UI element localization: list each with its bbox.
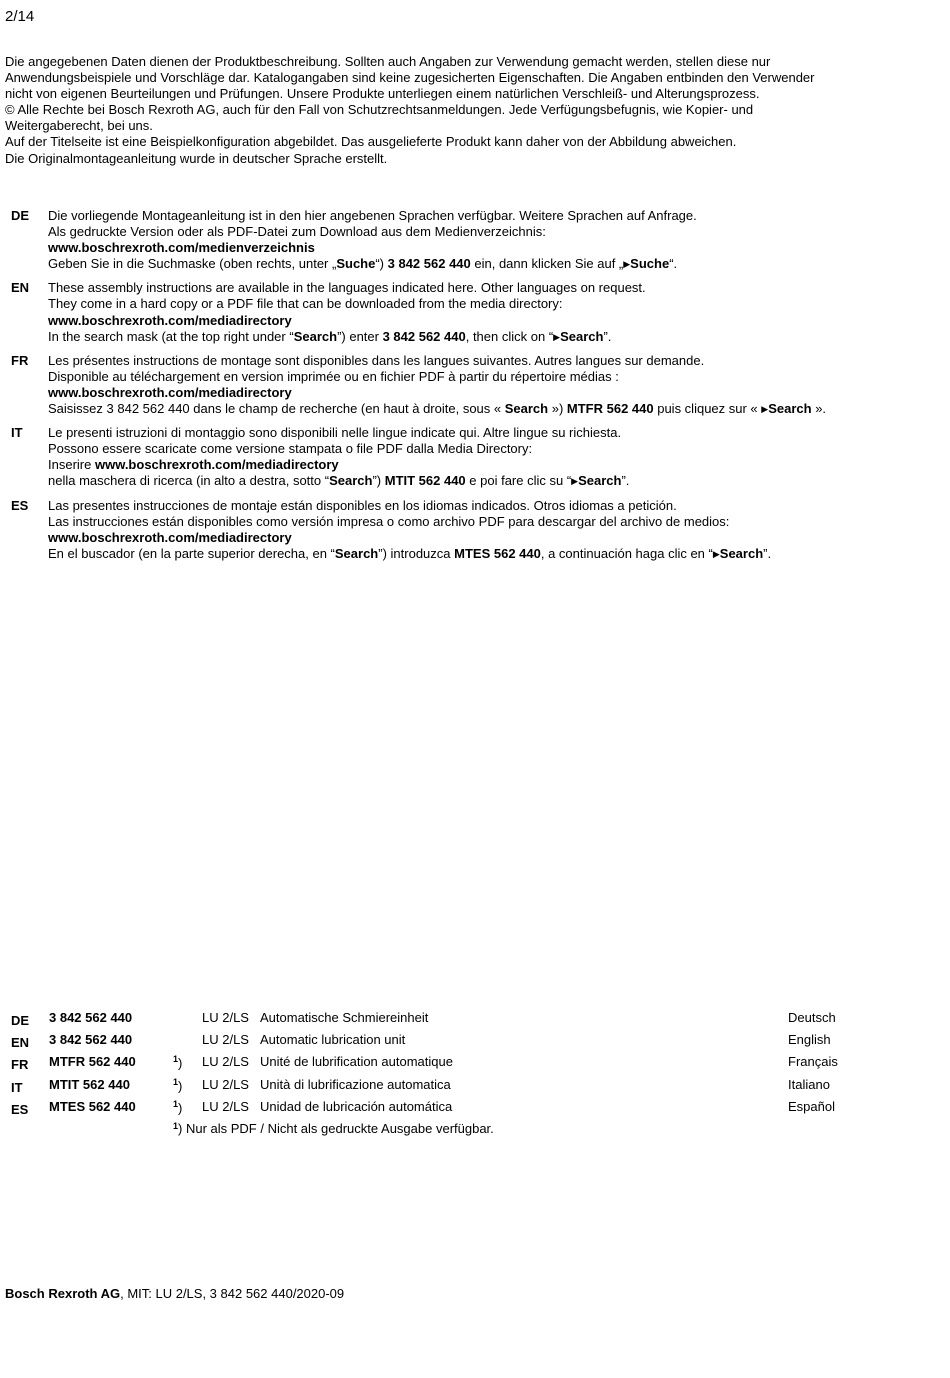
document-number: MTFR 562 440: [49, 1054, 136, 1070]
language-code: IT: [11, 425, 23, 441]
table-row: [11, 1077, 851, 1099]
language-code: IT: [11, 1079, 23, 1095]
download-text: Las instrucciones están disponibles como versión impresa o como archivo PDF para descargar del archivo de medios:: [48, 513, 730, 529]
disclaimer: [5, 54, 840, 167]
language-name: Français: [788, 1054, 838, 1070]
media-directory-link[interactable]: www.boschrexroth.com/mediadirectory: [94, 457, 339, 473]
table-row: [11, 1032, 851, 1054]
language-name: Español: [788, 1098, 835, 1114]
availability-text: Die vorliegende Montageanleitung ist in den hier angebenen Sprachen verfügbar. Weitere Sprachen auf Anfrage.: [48, 208, 697, 223]
footnote-number: 1: [173, 1120, 179, 1131]
play-icon: ▶: [712, 548, 720, 559]
table-row: [11, 1010, 851, 1032]
page-number: 2/14: [5, 8, 35, 25]
media-directory-link[interactable]: www.boschrexroth.com/mediadirectory: [48, 312, 292, 328]
language-code: EN: [11, 280, 30, 296]
language-code: EN: [11, 1035, 30, 1051]
footnote-text: ) Nur als PDF / Nicht als gedruckte Ausgabe verfügbar.: [178, 1120, 494, 1136]
language-code: FR: [11, 352, 29, 368]
company-name: Bosch Rexroth AG: [5, 1286, 121, 1301]
product-description: Unité de lubrification automatique: [260, 1054, 453, 1070]
media-directory-link[interactable]: www.boschrexroth.com/mediadirectory: [48, 529, 292, 545]
product-description: Automatische Schmiereinheit: [260, 1010, 429, 1025]
availability-text: Las presentes instrucciones de montaje están disponibles en los idiomas indicados. Otros idiomas a petición.: [48, 497, 677, 513]
search-instruction: In the search mask (at the top right under “Search”) enter 3 842 562 440, then click on “▶Search”.: [48, 328, 612, 344]
disclaimer-paragraph: Die angegebenen Daten dienen der Produktbeschreibung. Sollten auch Angaben zur Verwendung gemacht werden, stellen diese nur Anwendungsbeispiele und Vorschläge dar. Katalogangaben sind keine zugesicherten Eigenschaften. Die Angaben entbinden den Verwender nicht von eigenen Beurteilungen und Prüfungen. Unsere Produkte unterliegen einem natürlichen Verschleiß- und Alterungsprozess.: [5, 54, 815, 102]
disclaimer-paragraph: Die Originalmontageanleitung wurde in deutscher Sprache erstellt.: [5, 150, 388, 166]
document-number: 3 842 562 440: [49, 1032, 133, 1048]
language-code: DE: [11, 208, 30, 223]
language-availability: [11, 208, 831, 570]
language-block-it: IT Le presenti istruzioni di montaggio sono disponibili nelle lingue indicate qui. Altre lingue su richiesta. Possono essere scaricate come versione stampata o file PDF dalla Media Directory: Inserire www.boschrexroth.com/mediadirectory nella maschera di ricerca (in alto a destra, sotto “Search”) MTIT 562 440 e poi fare clic su “▶Search”.: [11, 425, 630, 489]
disclaimer-paragraph: © Alle Rechte bei Bosch Rexroth AG, auch für den Fall von Schutzrechtsanmeldungen. Jede Verfügungsbefugnis, wie Kopier- und Weitergaberecht, bei uns.: [5, 102, 754, 134]
search-label: Search: [293, 328, 338, 344]
availability-text: These assembly instructions are available in the languages indicated here. Other languages on request.: [48, 280, 646, 296]
product-description: Automatic lubrication unit: [260, 1032, 406, 1048]
search-label: Suche: [630, 256, 670, 272]
search-label: Search: [719, 545, 764, 561]
media-directory-link[interactable]: www.boschrexroth.com/medienverzeichnis: [48, 240, 315, 256]
search-label: Search: [504, 401, 549, 417]
play-icon: ▶: [571, 476, 579, 487]
availability-text: Les présentes instructions de montage sont disponibles dans les langues suivantes. Autres langues sur demande.: [48, 352, 705, 368]
table-row: [11, 1054, 851, 1076]
language-block-en: [11, 280, 831, 344]
search-label: Search: [329, 473, 373, 489]
search-label: Search: [334, 545, 379, 561]
table-row: [11, 1099, 851, 1121]
search-instruction: Saisissez 3 842 562 440 dans le champ de recherche (en haut à droite, sous « Search ») MTFR 562 440 puis cliquez sur « ▶Search ».: [48, 401, 827, 417]
play-icon: ▶: [623, 259, 631, 270]
download-text: Disponible au téléchargement en version imprimée ou en fichier PDF à partir du répertoire médias :: [48, 368, 619, 384]
footer-document-info: , MIT: LU 2/LS, 3 842 562 440/2020-09: [120, 1286, 345, 1301]
language-block-de: [11, 208, 831, 272]
language-name: English: [788, 1032, 831, 1048]
availability-text: Le presenti istruzioni di montaggio sono disponibili nelle lingue indicate qui. Altre lingue su richiesta.: [48, 425, 622, 441]
play-icon: ▶: [553, 331, 561, 342]
language-code: DE: [11, 1013, 30, 1028]
footnote-marker: $^1$): [173, 1098, 183, 1116]
download-text: Possono essere scaricate come versione stampata o file PDF dalla Media Directory:: [48, 441, 533, 457]
search-label: Search: [578, 473, 622, 489]
search-label: Search: [560, 328, 604, 344]
search-instruction: En el buscador (en la parte superior derecha, en “Search”) introduzca MTES 562 440, a continuación haga clic en “▶Search”.: [48, 545, 772, 561]
search-instruction: Geben Sie in die Suchmaske (oben rechts, unter „Suche“) 3 842 562 440 ein, dann klicken Sie auf „▶Suche“.: [48, 256, 678, 272]
product-description: Unità di lubrificazione automatica: [260, 1076, 451, 1092]
product-code: LU 2/LS: [202, 1010, 249, 1025]
document-number: MTIT 562 440: [384, 473, 466, 489]
media-directory-link[interactable]: www.boschrexroth.com/mediadirectory: [48, 384, 292, 400]
language-code: ES: [11, 1101, 29, 1117]
document-number: MTFR 562 440: [566, 401, 654, 417]
language-code: FR: [11, 1057, 29, 1073]
footnote-marker: $^1$): [173, 1054, 183, 1071]
search-label: Search: [768, 401, 812, 417]
footnote-marker: $^1$): [173, 1076, 183, 1093]
play-icon: ▶: [761, 404, 769, 415]
footnote: [11, 1121, 851, 1143]
language-name: Italiano: [788, 1076, 830, 1092]
product-code: LU 2/LS: [202, 1098, 249, 1114]
language-block-fr: [11, 353, 831, 417]
language-block-es: [11, 498, 831, 562]
document-number: 3 842 562 440: [387, 256, 471, 272]
product-code: LU 2/LS: [202, 1076, 249, 1092]
product-description: Unidad de lubricación automática: [260, 1098, 453, 1114]
document-number: 3 842 562 440: [382, 328, 466, 344]
document-number: MTES 562 440: [49, 1098, 136, 1114]
version-table: [11, 1010, 851, 1143]
page-footer: [5, 1286, 344, 1301]
product-code: LU 2/LS: [202, 1054, 249, 1070]
download-text: They come in a hard copy or a PDF file that can be downloaded from the media directory:: [48, 296, 563, 312]
document-number: MTIT 562 440: [49, 1076, 130, 1092]
document-number: MTES 562 440: [454, 545, 541, 561]
download-text: Als gedruckte Version oder als PDF-Datei zum Download aus dem Medienverzeichnis:: [48, 224, 546, 240]
search-label: Suche: [336, 256, 376, 272]
product-code: LU 2/LS: [202, 1032, 249, 1048]
language-code: ES: [11, 497, 29, 513]
language-name: Deutsch: [788, 1010, 836, 1025]
search-instruction: nella maschera di ricerca (in alto a destra, sotto “Search”) MTIT 562 440 e poi fare clic su “▶Search”.: [48, 473, 630, 489]
document-number: 3 842 562 440: [49, 1010, 133, 1025]
disclaimer-paragraph: Auf der Titelseite ist eine Beispielkonfiguration abgebildet. Das ausgelieferte Produkt kann daher von der Abbildung abweichen.: [5, 134, 737, 150]
